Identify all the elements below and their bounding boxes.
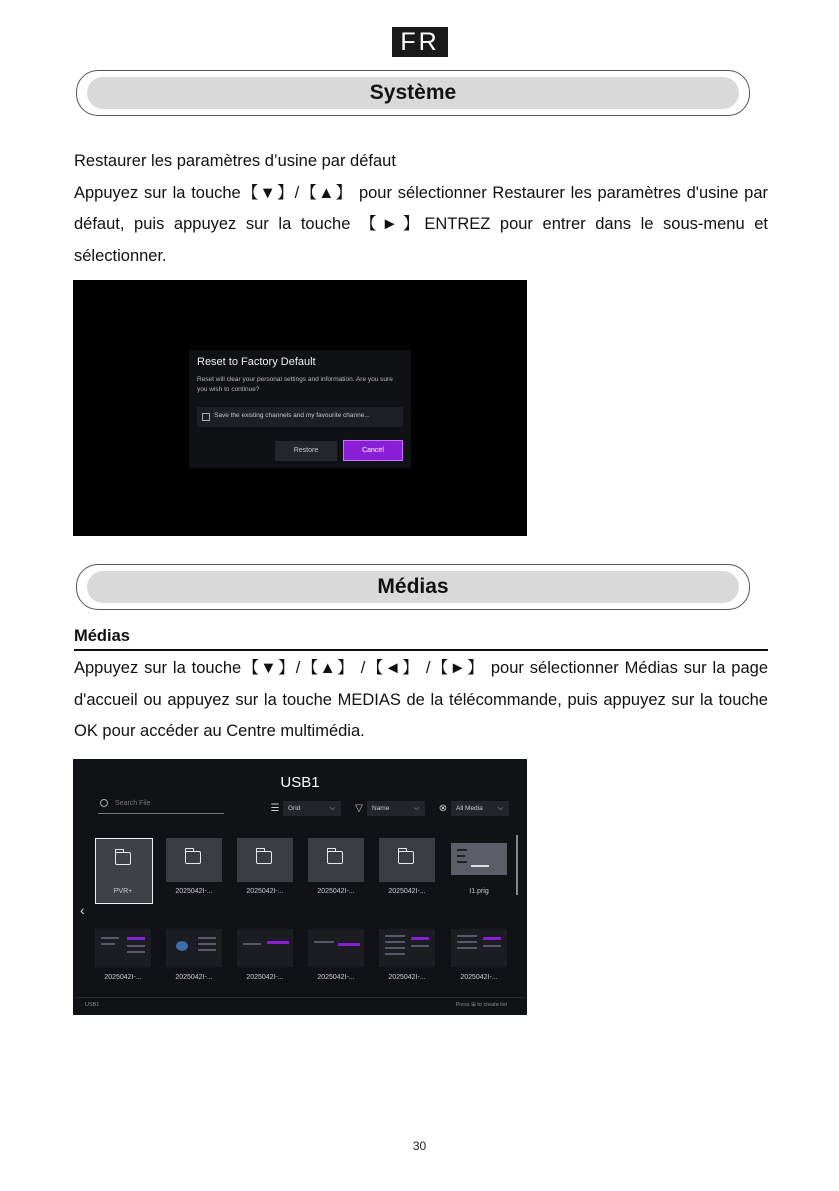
search-input[interactable] xyxy=(98,798,224,814)
footer-source: USB1 xyxy=(85,1002,100,1008)
thumb-line xyxy=(457,855,465,857)
image-thumbnail[interactable] xyxy=(451,843,507,875)
checkbox-label: Save the existing channels and my favourite channe... xyxy=(214,412,370,419)
factory-reset-screenshot xyxy=(73,280,527,536)
filter-icon: ▽ xyxy=(355,803,363,814)
thumb-line xyxy=(385,941,405,943)
media-title: USB1 xyxy=(280,774,320,791)
medias-instructions xyxy=(74,653,768,748)
search-placeholder: Search File xyxy=(115,800,151,807)
chevron-down-icon: ⌵ xyxy=(329,805,335,812)
thumb-line xyxy=(457,947,477,949)
thumb-highlight xyxy=(338,943,360,946)
thumb-line xyxy=(385,935,405,937)
instruction-body: Appuyez sur la touche【▼】/【▲】 pour sélectionner Restaurer les paramètres d'usine par défaut, puis appuyez sur la touche 【►】ENTREZ pour entrer dans le sous-menu et sélectionner. xyxy=(74,183,768,265)
folder-tile[interactable] xyxy=(237,838,293,882)
footer-divider xyxy=(73,997,527,998)
thumb-line xyxy=(411,945,429,947)
scrollbar[interactable] xyxy=(516,835,518,895)
footer-hint: Press ⊞ to create list xyxy=(455,1002,507,1008)
tile-caption: 2025042I-... xyxy=(460,974,498,981)
image-thumbnail[interactable] xyxy=(451,929,507,967)
reset-dialog xyxy=(189,350,411,468)
thumb-line xyxy=(457,849,467,851)
folder-tile[interactable] xyxy=(379,838,435,882)
thumb-line xyxy=(101,943,115,945)
image-thumbnail[interactable] xyxy=(237,929,293,967)
tile-caption: PVR+ xyxy=(113,888,133,895)
section-banner-medias xyxy=(76,564,750,610)
chevron-left-icon[interactable]: ‹ xyxy=(80,902,85,918)
section-title: Système xyxy=(87,77,739,109)
thumb-highlight xyxy=(127,937,145,940)
folder-tile[interactable] xyxy=(308,838,364,882)
thumb-line xyxy=(385,953,405,955)
folder-icon xyxy=(398,851,414,864)
thumb-line xyxy=(457,935,477,937)
folder-icon xyxy=(115,852,131,865)
sort-select-value: Name xyxy=(372,805,390,812)
media-center-screenshot xyxy=(73,759,527,1015)
folder-icon xyxy=(327,851,343,864)
media-type-icon: ⊗ xyxy=(438,803,448,814)
image-thumbnail[interactable] xyxy=(308,929,364,967)
media-filter-select[interactable] xyxy=(451,801,509,816)
thumb-line xyxy=(198,937,216,939)
media-filter-value: All Media xyxy=(456,805,483,812)
folder-icon xyxy=(256,851,272,864)
tile-caption: 2025042I-... xyxy=(175,888,213,895)
chevron-down-icon: ⌵ xyxy=(497,805,503,812)
tile-caption: 2025042I-... xyxy=(104,974,142,981)
systeme-instructions xyxy=(74,146,768,272)
tile-caption: 2025042I-... xyxy=(317,888,355,895)
tile-caption: 2025042I-... xyxy=(175,974,213,981)
tile-caption: 2025042I-... xyxy=(317,974,355,981)
dialog-title: Reset to Factory Default xyxy=(197,356,316,368)
thumb-graphic xyxy=(176,941,188,951)
tile-caption: 2025042I-... xyxy=(388,888,426,895)
tile-caption: I1.prig xyxy=(469,888,489,895)
tile-caption: 2025042I-... xyxy=(246,888,284,895)
chevron-down-icon: ⌵ xyxy=(413,805,419,812)
tile-caption: 2025042I-... xyxy=(388,974,426,981)
thumb-line xyxy=(101,937,119,939)
image-thumbnail[interactable] xyxy=(379,929,435,967)
medias-subheading: Médias xyxy=(74,627,768,651)
thumb-highlight xyxy=(267,941,289,944)
thumb-line xyxy=(483,945,501,947)
dialog-message: Reset will clear your personal settings and information. Are you sure you wish to continue? xyxy=(197,376,393,393)
language-badge: FR xyxy=(392,27,448,57)
tile-caption: 2025042I-... xyxy=(246,974,284,981)
thumb-highlight xyxy=(411,937,429,940)
section-banner-systeme xyxy=(76,70,750,116)
thumb-line xyxy=(243,943,261,945)
folder-icon xyxy=(185,851,201,864)
thumb-line xyxy=(385,947,405,949)
thumb-line xyxy=(314,941,334,943)
search-icon xyxy=(100,799,108,807)
page-number: 30 xyxy=(412,1139,427,1153)
restore-button[interactable]: Restore xyxy=(275,441,337,461)
folder-tile[interactable] xyxy=(166,838,222,882)
thumb-line xyxy=(198,949,216,951)
thumb-line xyxy=(127,951,145,953)
instruction-body: Appuyez sur la touche【▼】/【▲】 /【◄】 /【►】 pour sélectionner Médias sur la page d'accueil ou appuyez sur la touche MEDIAS de la télécommande, puis appuyez sur la touche OK pour accéder au Centre multimédia. xyxy=(74,659,768,740)
thumb-line xyxy=(198,943,216,945)
thumb-line xyxy=(127,945,145,947)
cancel-button[interactable]: Cancel xyxy=(343,440,403,461)
thumb-line xyxy=(457,861,467,863)
thumb-line xyxy=(471,865,489,867)
view-select[interactable] xyxy=(283,801,341,816)
image-thumbnail[interactable] xyxy=(166,929,222,967)
thumb-line xyxy=(457,941,477,943)
image-thumbnail[interactable] xyxy=(95,929,151,967)
section-title: Médias xyxy=(87,571,739,603)
checkbox-icon xyxy=(202,413,210,421)
thumb-highlight xyxy=(483,937,501,940)
instruction-heading: Restaurer les paramètres d’usine par défaut xyxy=(74,152,396,170)
view-select-value: Grid xyxy=(288,805,301,812)
save-channels-checkbox[interactable] xyxy=(197,407,403,427)
sort-select[interactable] xyxy=(367,801,425,816)
list-icon: ☰ xyxy=(270,803,280,814)
